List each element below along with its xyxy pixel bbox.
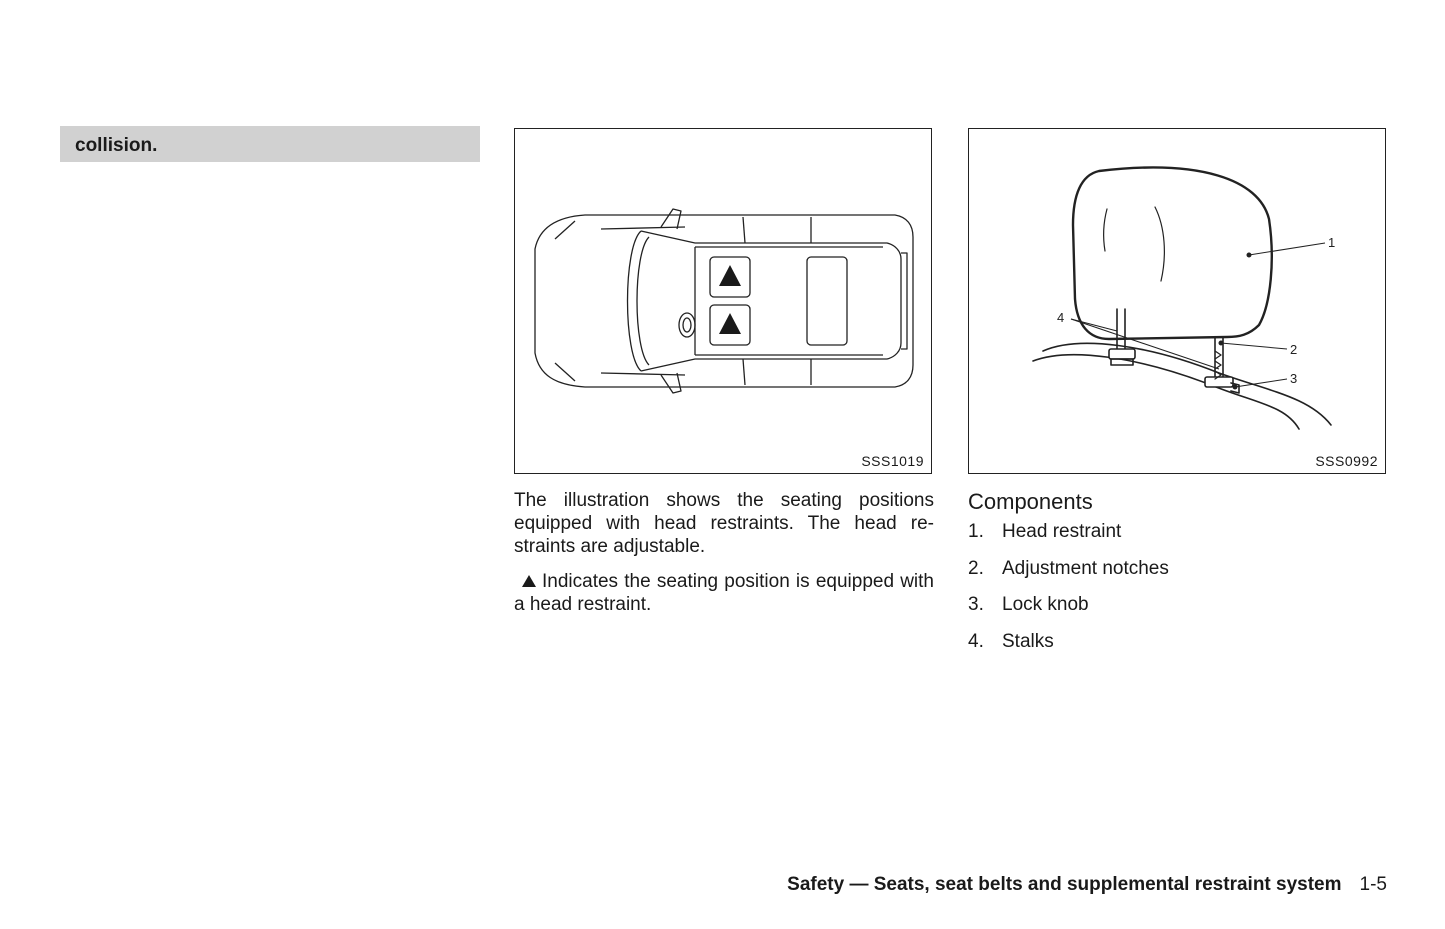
page-number: 1-5 <box>1359 874 1387 895</box>
callout-4: 4 <box>1057 310 1065 325</box>
callout-2: 2 <box>1290 342 1298 357</box>
figure-vehicle-seating <box>514 128 932 474</box>
figure-code: SSS1019 <box>861 453 924 469</box>
indicator-note-text: Indicates the seating position is equipped with a head restraint. <box>514 571 934 615</box>
head-restraint-diagram-icon <box>969 129 1387 475</box>
components-list <box>968 520 1169 666</box>
list-item: 1. Head restraint <box>968 521 1122 542</box>
callout-1: 1 <box>1328 235 1336 250</box>
heading-fragment: collision. <box>75 135 158 156</box>
list-item: 2. Adjustment notches <box>968 557 1169 579</box>
description-paragraph: The illustration shows the seating positions equipped with head restraints. The head re-straints are adjustable. <box>514 490 934 557</box>
indicator-note <box>514 570 934 616</box>
components-title: Components <box>968 489 1093 514</box>
callout-3: 3 <box>1290 371 1298 386</box>
heading-box <box>60 126 480 162</box>
head-restraint-marker <box>719 265 741 286</box>
vehicle-top-view-icon <box>515 129 933 475</box>
list-item: 3. Lock knob <box>968 594 1089 615</box>
figure-head-restraint <box>968 128 1386 474</box>
list-item: 4. Stalks <box>968 630 1054 652</box>
triangle-marker-icon <box>522 575 536 587</box>
head-restraint-marker <box>719 313 741 334</box>
footer-section-title: Safety — Seats, seat belts and supplemental restraint system <box>787 874 1342 895</box>
figure-code: SSS0992 <box>1315 453 1378 469</box>
page-footer <box>787 874 1387 896</box>
